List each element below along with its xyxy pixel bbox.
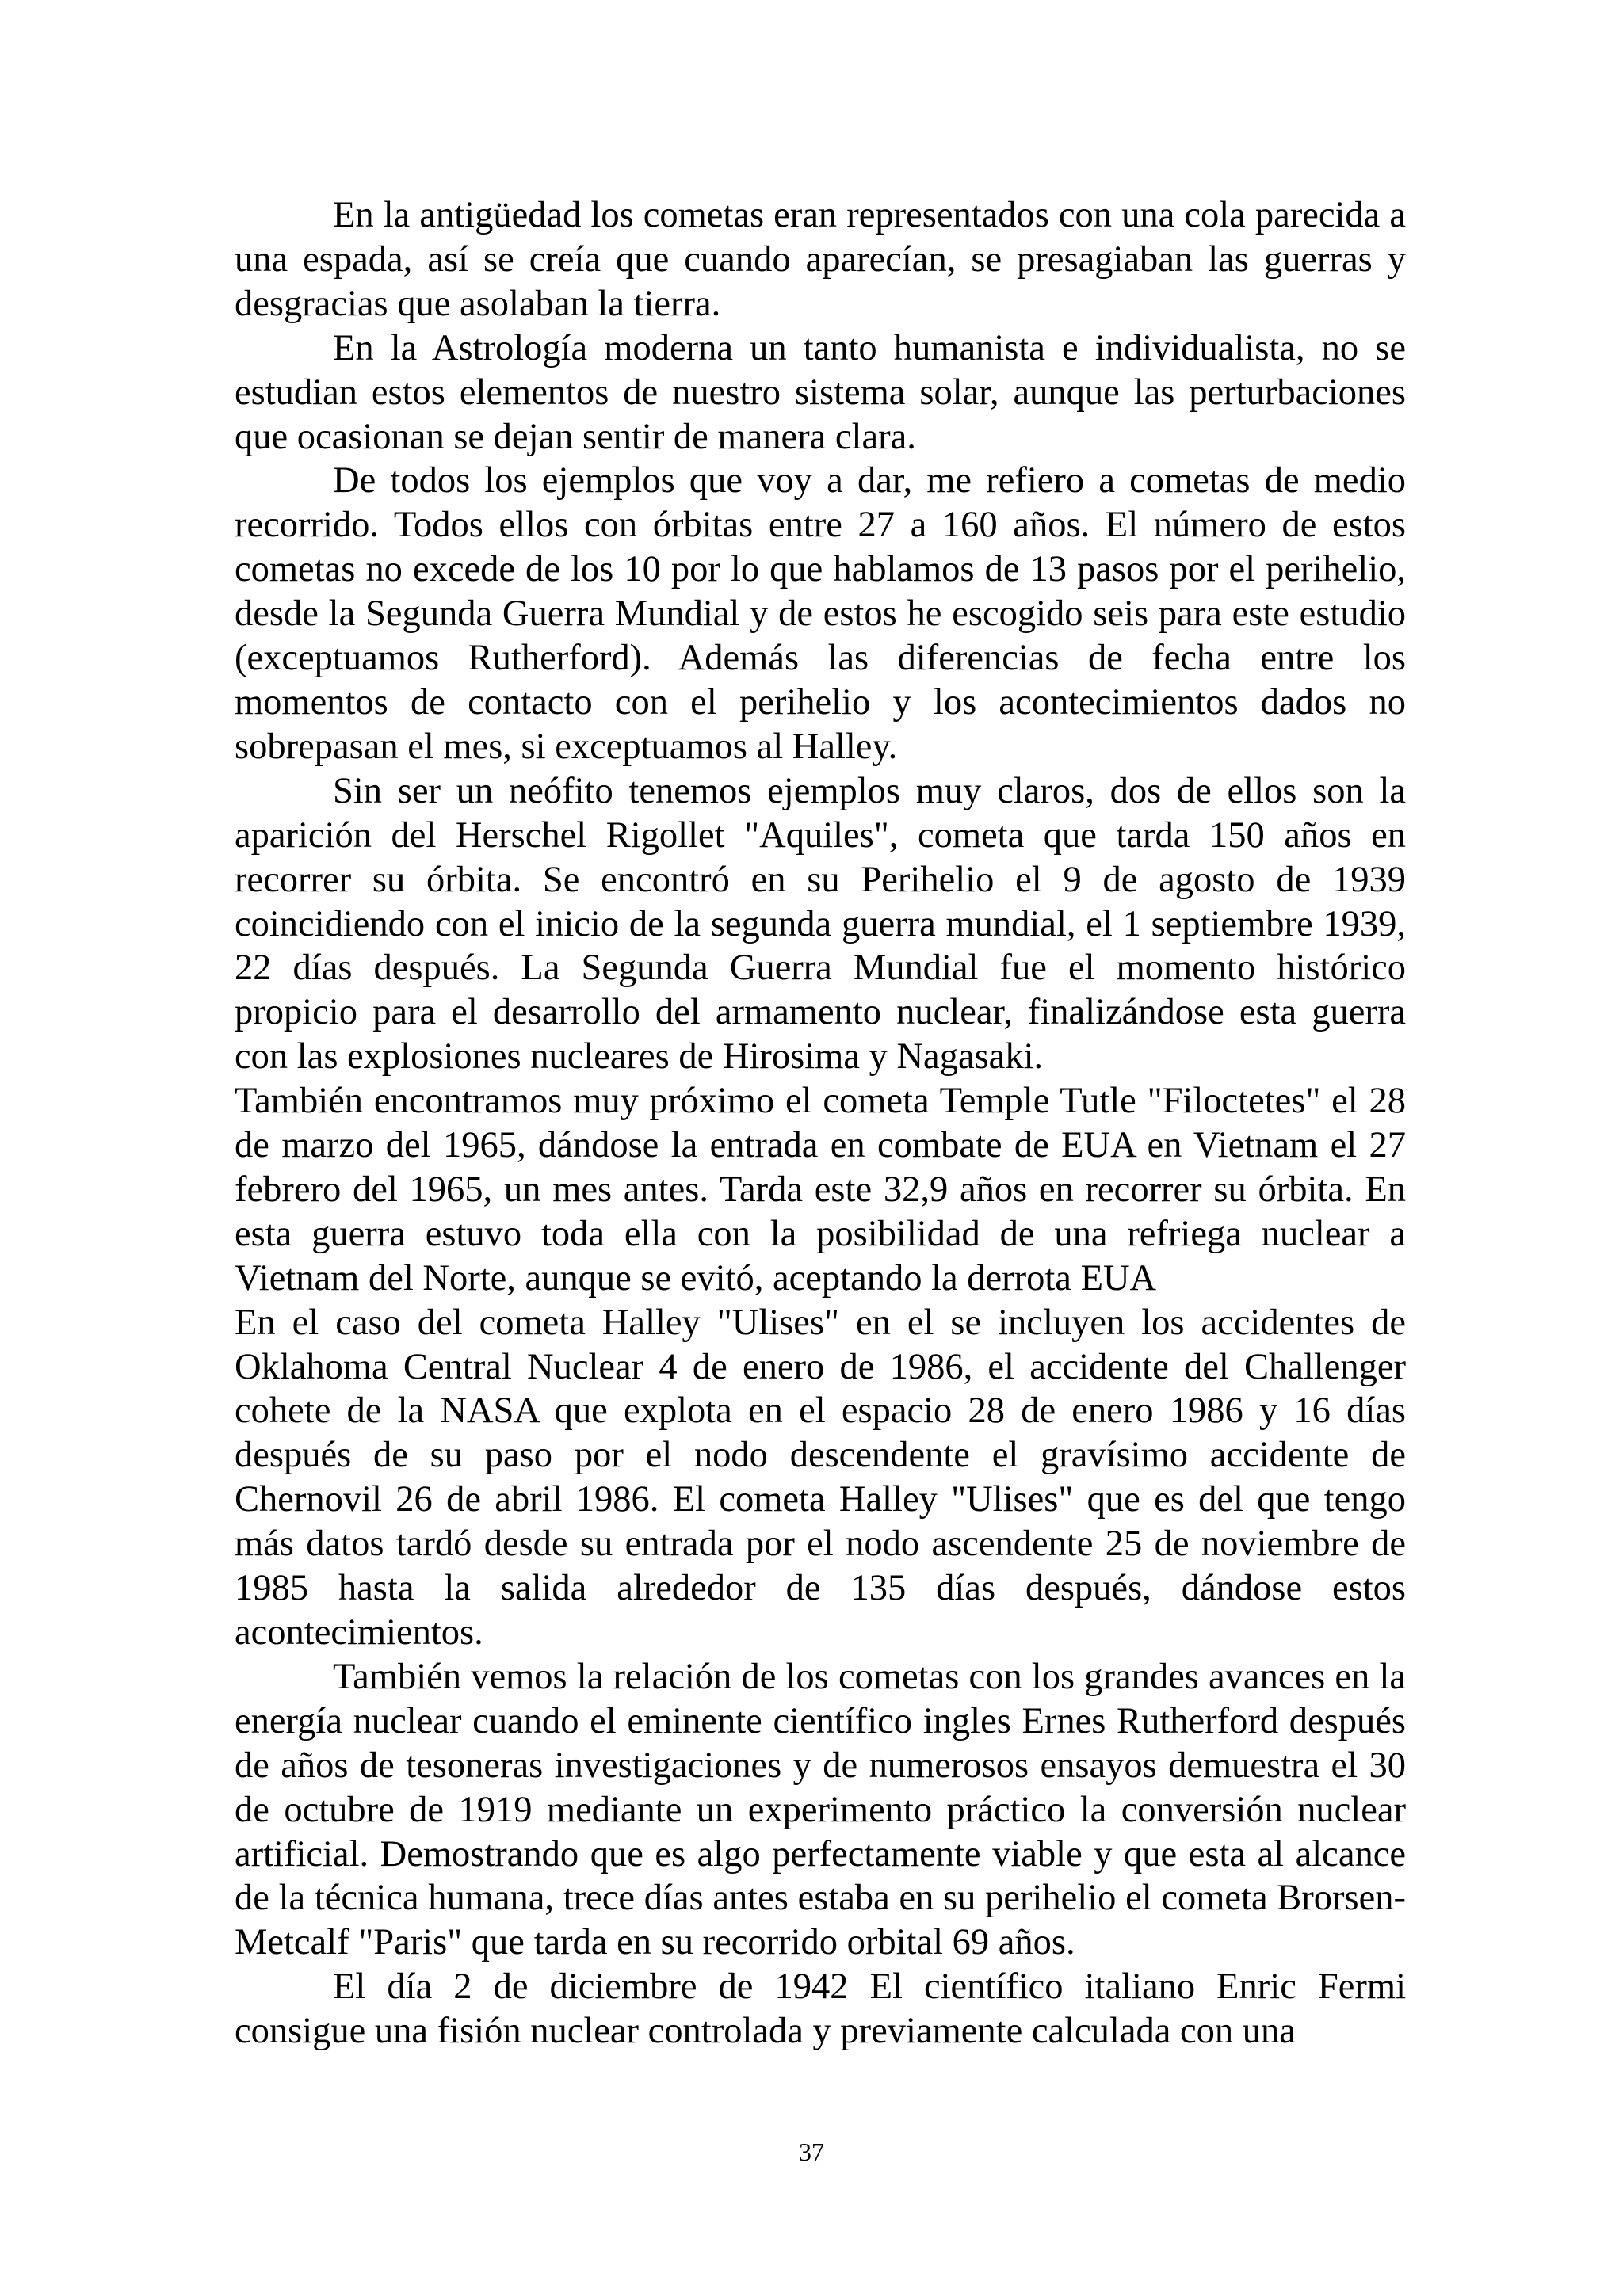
paragraph-2: En la Astrología moderna un tanto humanista e individualista, no se estudian estos elementos de nuestro sistema solar, aunque las perturbaciones que ocasionan se dejan sentir de manera clara.: [235, 327, 1406, 457]
paragraph-8: El día 2 de diciembre de 1942 El científico italiano Enric Fermi consigue una fisión nuclear controlada y previamente calculada con una: [235, 1966, 1406, 2052]
paragraph-1: En la antigüedad los cometas eran representados con una cola parecida a una espada, así se creía que cuando aparecían, se presagiaban las guerras y desgracias que asolaban la tierra.: [235, 195, 1406, 324]
paragraph-7: También vemos la relación de los cometas con los grandes avances en la energía nuclear cuando el eminente científico ingles Ernes Rutherford después de años de tesoneras investigaciones y de numerosos ensayos demuestra el 30 de octubre de 1919 mediante un experimento práctico la conversión nuclear artificial. Demostrando que es algo perfectamente viable y que esta al alcance de la técnica humana, trece días antes estaba en su perihelio el cometa Brorsen-Metcalf "Paris" que tarda en su recorrido orbital 69 años.: [235, 1656, 1406, 1963]
paragraph-5: También encontramos muy próximo el cometa Temple Tutle "Filoctetes" el 28 de marzo del 1965, dándose la entrada en combate de EUA en Vietnam el 27 febrero del 1965, un mes antes. Tarda este 32,9 años en recorrer su órbita. En esta guerra estuvo toda ella con la posibilidad de una refriega nuclear a Vietnam del Norte, aunque se evitó, aceptando la derrota EUA: [235, 1081, 1406, 1299]
paragraph-6: En el caso del cometa Halley "Ulises" en el se incluyen los accidentes de Oklahoma Central Nuclear 4 de enero de 1986, el accidente del Challenger cohete de la NASA que explota en el espacio 28 de enero 1986 y 16 días después de su paso por el nodo descendente el gravísimo accidente de Chernovil 26 de abril 1986. El cometa Halley "Ulises" que es del que tengo más datos tardó desde su entrada por el nodo ascendente 25 de noviembre de 1985 hasta la salida alrededor de 135 días después, dándose estos acontecimientos.: [235, 1302, 1406, 1653]
page-number: 37: [799, 2138, 824, 2166]
body-text: [235, 193, 1406, 2054]
paragraph-4: Sin ser un neófito tenemos ejemplos muy claros, dos de ellos son la aparición del Herschel Rigollet "Aquiles", cometa que tarda 150 años en recorrer su órbita. Se encontró en su Perihelio el 9 de agosto de 1939 coincidiendo con el inicio de la segunda guerra mundial, el 1 septiembre 1939, 22 días después. La Segunda Guerra Mundial fue el momento histórico propicio para el desarrollo del armamento nuclear, finalizándose esta guerra con las explosiones nucleares de Hirosima y Nagasaki.: [235, 770, 1406, 1077]
paragraph-3: De todos los ejemplos que voy a dar, me refiero a cometas de medio recorrido. Todos ellos con órbitas entre 27 a 160 años. El número de estos cometas no excede de los 10 por lo que hablamos de 13 pasos por el perihelio, desde la Segunda Guerra Mundial y de estos he escogido seis para este estudio (exceptuamos Rutherford). Además las diferencias de fecha entre los momentos de contacto con el perihelio y los acontecimientos dados no sobrepasan el mes, si exceptuamos al Halley.: [235, 460, 1406, 767]
